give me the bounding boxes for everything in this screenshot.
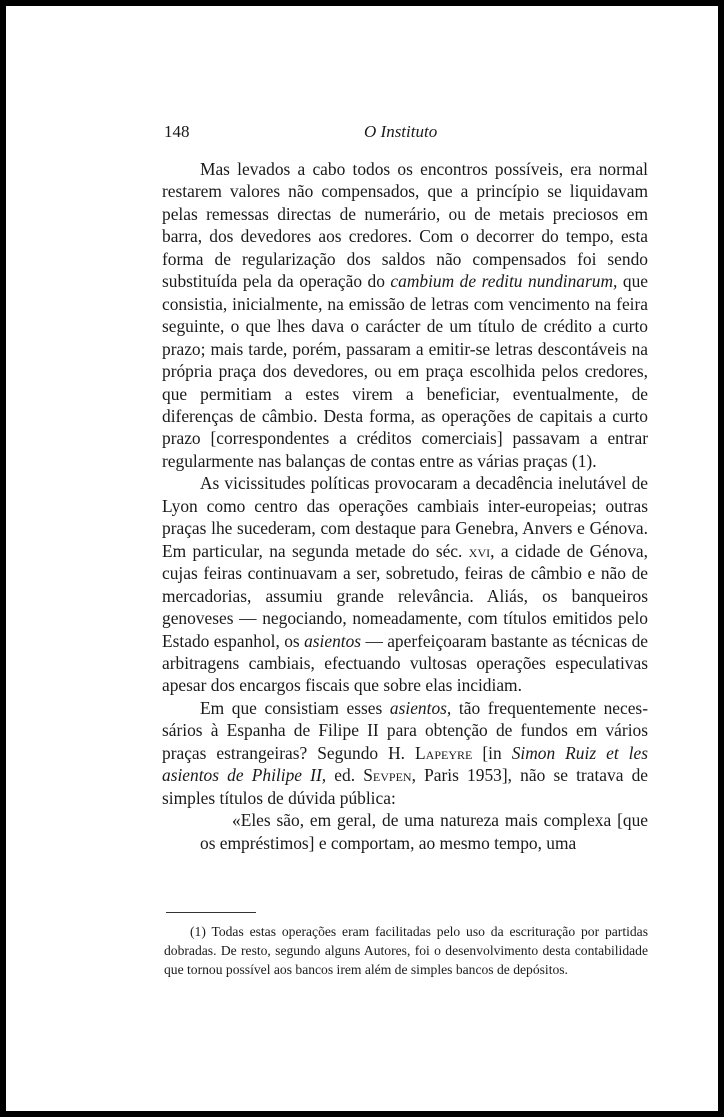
paragraph-3-italic-2: Simon Ruiz et les asientos de Philipe II, [162,742,649,786]
paragraph-3 [162,697,648,809]
footnote-1: (1) Todas estas operações eram facilitadas pelo uso da escrituração por partidas dobradas. De resto, segundo alguns Autores, foi o desenvolvimento desta contabilidade que tornou possível aos bancos irem além de simples bancos de depósitos. [164,924,648,977]
paragraph-3-italic-1: asientos, [389,697,452,718]
paragraph-2 [162,472,648,697]
page-number: 148 [164,122,190,141]
paragraph-3-text-1: Em que consistiam esses [200,697,390,718]
paragraph-3-text-4: ed. [326,765,364,786]
block-quote: «Eles são, em geral, de uma natureza mais complexa [que os empréstimos] e comportam, ao mesmo tempo, uma [200,810,648,853]
paragraph-3-text-2: tão frequentemente necessários à Espanha de Filipe II para obtenção de fundos em vários praças estrangeiras? Segundo H. [162,697,648,763]
paragraph-2-italic-1: asientos [304,630,362,651]
paragraph-1-text-1: Mas levados a cabo todos os encontros possíveis, era normal restarem valores não compensados, que a princípio se liquidavam pelas remessas directas de numerário, ou de metais preciosos em barra, dos devedores aos credores. Com o decorrer do tempo, esta forma de regularização dos saldos não compensados foi sendo substituída pela da operação do [162,159,648,292]
paragraph-2-text-2: , a cidade de Génova, cujas feiras continuavam a ser, sobretudo, feiras de câmbio e não de mercadorias, assumiu grande relevância. Aliás, os banqueiros genoveses — negociando, nomeadamente, com títulos emitidos pelo Estado espanhol, os [162,540,648,651]
paragraph-1-italic-1: cambium de reditu nundinarum, [390,271,618,292]
paragraph-3-smallcaps-1: Lapeyre [415,742,473,763]
paragraph-1 [162,158,648,472]
running-title: O Instituto [364,122,438,141]
paragraph-2-smallcaps-1: xvi [468,540,491,561]
paragraph-2-text-3: — aperfeiçoaram bastante as técnicas de arbitragens cambiais, efectuando vultosas operações especulativas apesar dos encargos fiscais que sobre elas incidiam. [162,630,648,696]
page-header [164,122,650,144]
body-text [162,158,648,854]
paragraph-2-text-1: As vicissitudes políticas provocaram a decadência inelutável de Lyon como centro das operações cambiais inter-europeias; outras praças lhe sucederam, com destaque para Genebra, Anvers e Génova. Em particular, na segunda metade do séc. [162,473,648,561]
book-page [6,6,718,1111]
paragraph-3-text-3: [in [472,742,512,763]
paragraph-1-text-2: que consistia, inicialmente, na emissão de letras com vencimento na feira seguinte, o que lhes dava o carácter de um título de crédito a curto prazo; mais tarde, porém, passaram a emitir-se letras descontáveis na própria praça dos devedores, ou em praça escolhida pelos credores, que permitiam a estes virem a beneficiar, eventualmente, de diferenças de câmbio. Desta forma, as operações de capitais a curto prazo [correspondentes a créditos comerciais] passavam a entrar regularmente nas balanças de contas entre as várias praças (1). [162,271,649,471]
paragraph-3-text-5: , Paris 1953], não se tratava de simples títulos de dúvida pública: [162,765,648,808]
footnote-separator [166,912,256,913]
paragraph-3-smallcaps-2: Sevpen [363,765,412,786]
